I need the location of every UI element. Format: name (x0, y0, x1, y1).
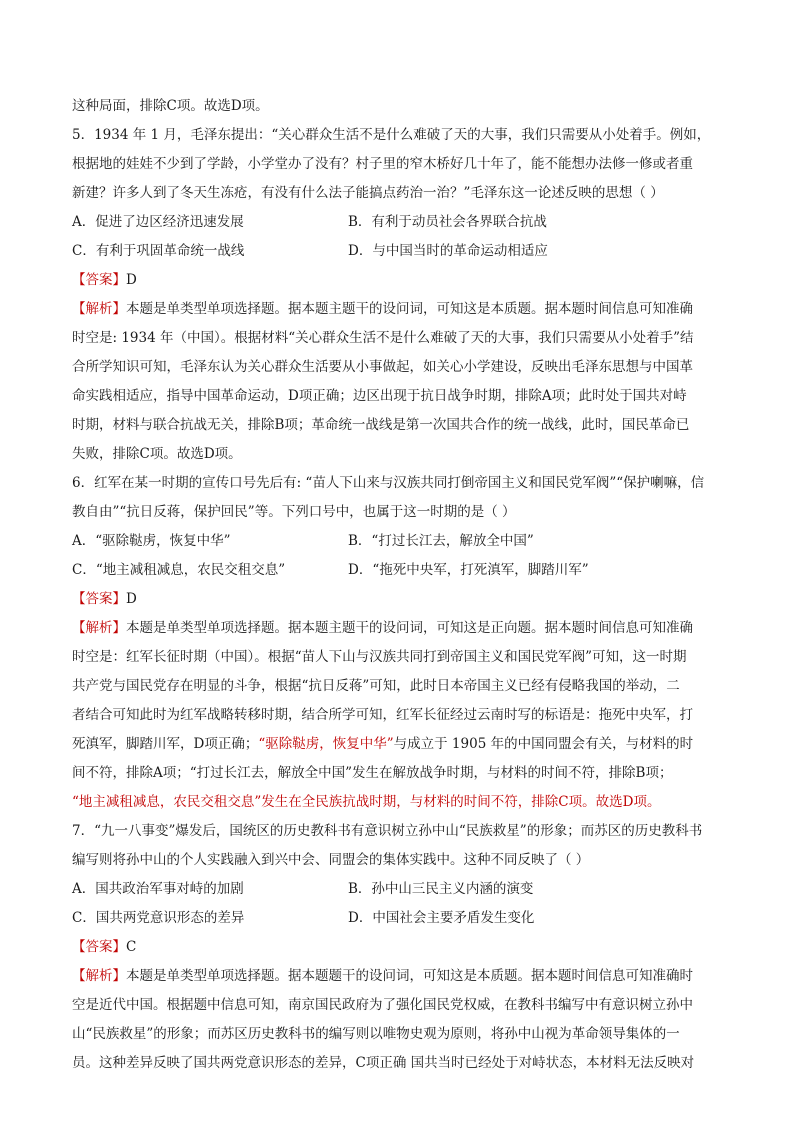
option-a: A．“驱除鞑虏，恢复中华” (72, 533, 231, 549)
option-c: C．有利于巩固革命统一战线 (72, 243, 245, 259)
question-stem-line: 7．“九一八事变”爆发后，国统区的历史教科书有意识树立孙中山“民族救星”的形象；而苏区的历史教科书 (72, 823, 703, 839)
analysis-line (72, 730, 724, 759)
option-row (72, 527, 724, 556)
analysis-line: 间不符，排除A项；“打过长江去，解放全中国”发生在解放战争时期，与材料的时间不符，排除B项； (72, 765, 673, 781)
option-a: A．促进了边区经济迅速发展 (72, 214, 244, 230)
continuation-text: 这种局面，排除C项。故选D项。 (72, 98, 269, 114)
question-stem-line: 6．红军在某一时期的宣传口号先后有: “苗人下山来与汉族共同打倒帝国主义和国民党军阀”“保护喇嘛，信 (72, 475, 705, 491)
option-c: C．国共两党意识形态的差异 (72, 910, 245, 926)
option-d: D．“拖死中央军，打死滇军，脚踏川军” (348, 562, 589, 578)
analysis-line: 员。这种差异反映了国共两党意识形态的差异，C项正确 国共当时已经处于对峙状态，本材料无法反映对 (72, 1055, 695, 1071)
analysis-line (72, 614, 724, 643)
answer-line (72, 933, 724, 962)
answer-label: 【答案】 (72, 591, 126, 607)
analysis-line: 时空是: 1934 年（中国）。根据材料“关心群众生活不是什么难破了天的大事，我们只需要从小处着手”结 (72, 330, 694, 346)
question-stem-line: 编写则将孙中山的个人实践融入到兴中会、同盟会的集体实践中。这种不同反映了（ ） (72, 852, 590, 868)
option-row (72, 904, 724, 933)
option-row (72, 556, 724, 585)
analysis-line-highlighted: “地主减租减息，农民交租交息”发生在全民族抗战时期，与材料的时间不符，排除C项。故选D项。 (72, 794, 661, 810)
option-row (72, 208, 724, 237)
option-b: B．孙中山三民主义内涵的演变 (348, 881, 534, 897)
analysis-line: 命实践相适应，指导中国革命运动，D项正确；边区出现于抗日战争时期，排除A项；此时处于国共对峙 (72, 388, 687, 404)
analysis-text: 本题是单类型单项选择题。据本题题干的设问词，可知这是本质题。据本题时间信息可知准确时 (126, 968, 693, 984)
analysis-line: 时空是：红军长征时期（中国）。根据“苗人下山与汉族共同打到帝国主义和国民党军阀”可知，这一时期 (72, 649, 687, 665)
question-6 (72, 469, 724, 817)
analysis-line: 时期，材料与联合抗战无关，排除B项；革命统一战线是第一次国共合作的统一战线，此时，国民革命已 (72, 417, 690, 433)
option-d: D．中国社会主要矛盾发生变化 (348, 910, 535, 926)
answer-label: 【答案】 (72, 939, 126, 955)
analysis-line: 者结合可知此时为红军战略转移时期，结合所学可知，红军长征经过云南时写的标语是：拖死中央军，打 (72, 707, 693, 723)
analysis-line: 空是近代中国。根据题中信息可知，南京国民政府为了强化国民党权威，在教科书编写中有意识树立孙中 (72, 997, 693, 1013)
question-5 (72, 121, 724, 469)
option-a: A．国共政治军事对峙的加剧 (72, 881, 244, 897)
analysis-text: 本题是单类型单项选择题。据本题主题干的设问词，可知这是正向题。据本题时间信息可知准确 (126, 620, 693, 636)
question-stem-line: 根据地的娃娃不少到了学龄，小学堂办了没有？村子里的窄木桥好几十年了，能不能想办法修一修或者重 (72, 156, 693, 172)
answer-label: 【答案】 (72, 272, 126, 288)
analysis-label: 【解析】 (72, 620, 126, 636)
analysis-line: 共产党与国民党存在明显的斗争，根据“抗日反蒋”可知，此时日本帝国主义已经有侵略我国的举动，二 (72, 678, 680, 694)
analysis-label: 【解析】 (72, 301, 126, 317)
highlighted-slogan: “驱除鞑虏，恢复中华” (258, 736, 394, 752)
answer-value: C (126, 939, 137, 955)
answer-line (72, 585, 724, 614)
analysis-text: 与成立于 1905 年的中国同盟会有关，与材料的时 (393, 736, 694, 752)
option-row (72, 875, 724, 904)
analysis-text: 本题是单类型单项选择题。据本题主题干的设问词，可知这是本质题。据本题时间信息可知准确 (126, 301, 693, 317)
analysis-line: 山“民族救星”的形象；而苏区历史教科书的编写则以唯物史观为原则，将孙中山视为革命领导集体的一 (72, 1026, 680, 1042)
analysis-line: 失败，排除C项。故选D项。 (72, 446, 242, 462)
option-row (72, 237, 724, 266)
analysis-line (72, 962, 724, 991)
question-stem-line: 新建？许多人到了冬天生冻疮，有没有什么法子能搞点药治一治？”毛泽东这一论述反映的思想（ ） (72, 185, 664, 201)
answer-value: D (126, 591, 137, 607)
option-c: C．“地主减租减息，农民交租交息” (72, 562, 286, 578)
answer-line (72, 266, 724, 295)
question-stem-line: 5．1934 年 1 月，毛泽东提出：“关心群众生活不是什么难破了天的大事，我们只需要从小处着手。例如， (72, 127, 711, 143)
analysis-line: 合所学知识可知，毛泽东认为关心群众生活要从小事做起，如关心小学建设，反映出毛泽东思想与中国革 (72, 359, 693, 375)
analysis-label: 【解析】 (72, 968, 126, 984)
answer-value: D (126, 272, 137, 288)
question-stem-line: 教自由”“抗日反蒋，保护回民”等。下列口号中，也属于这一时期的是（ ） (72, 504, 516, 520)
option-b: B．有利于动员社会各界联合抗战 (348, 214, 547, 230)
question-7 (72, 817, 724, 1078)
option-b: B．“打过长江去，解放全中国” (348, 533, 534, 549)
analysis-line (72, 295, 724, 324)
option-d: D．与中国当时的革命运动相适应 (348, 243, 548, 259)
analysis-text: 死滇军，脚踏川军，D项正确； (72, 736, 259, 752)
